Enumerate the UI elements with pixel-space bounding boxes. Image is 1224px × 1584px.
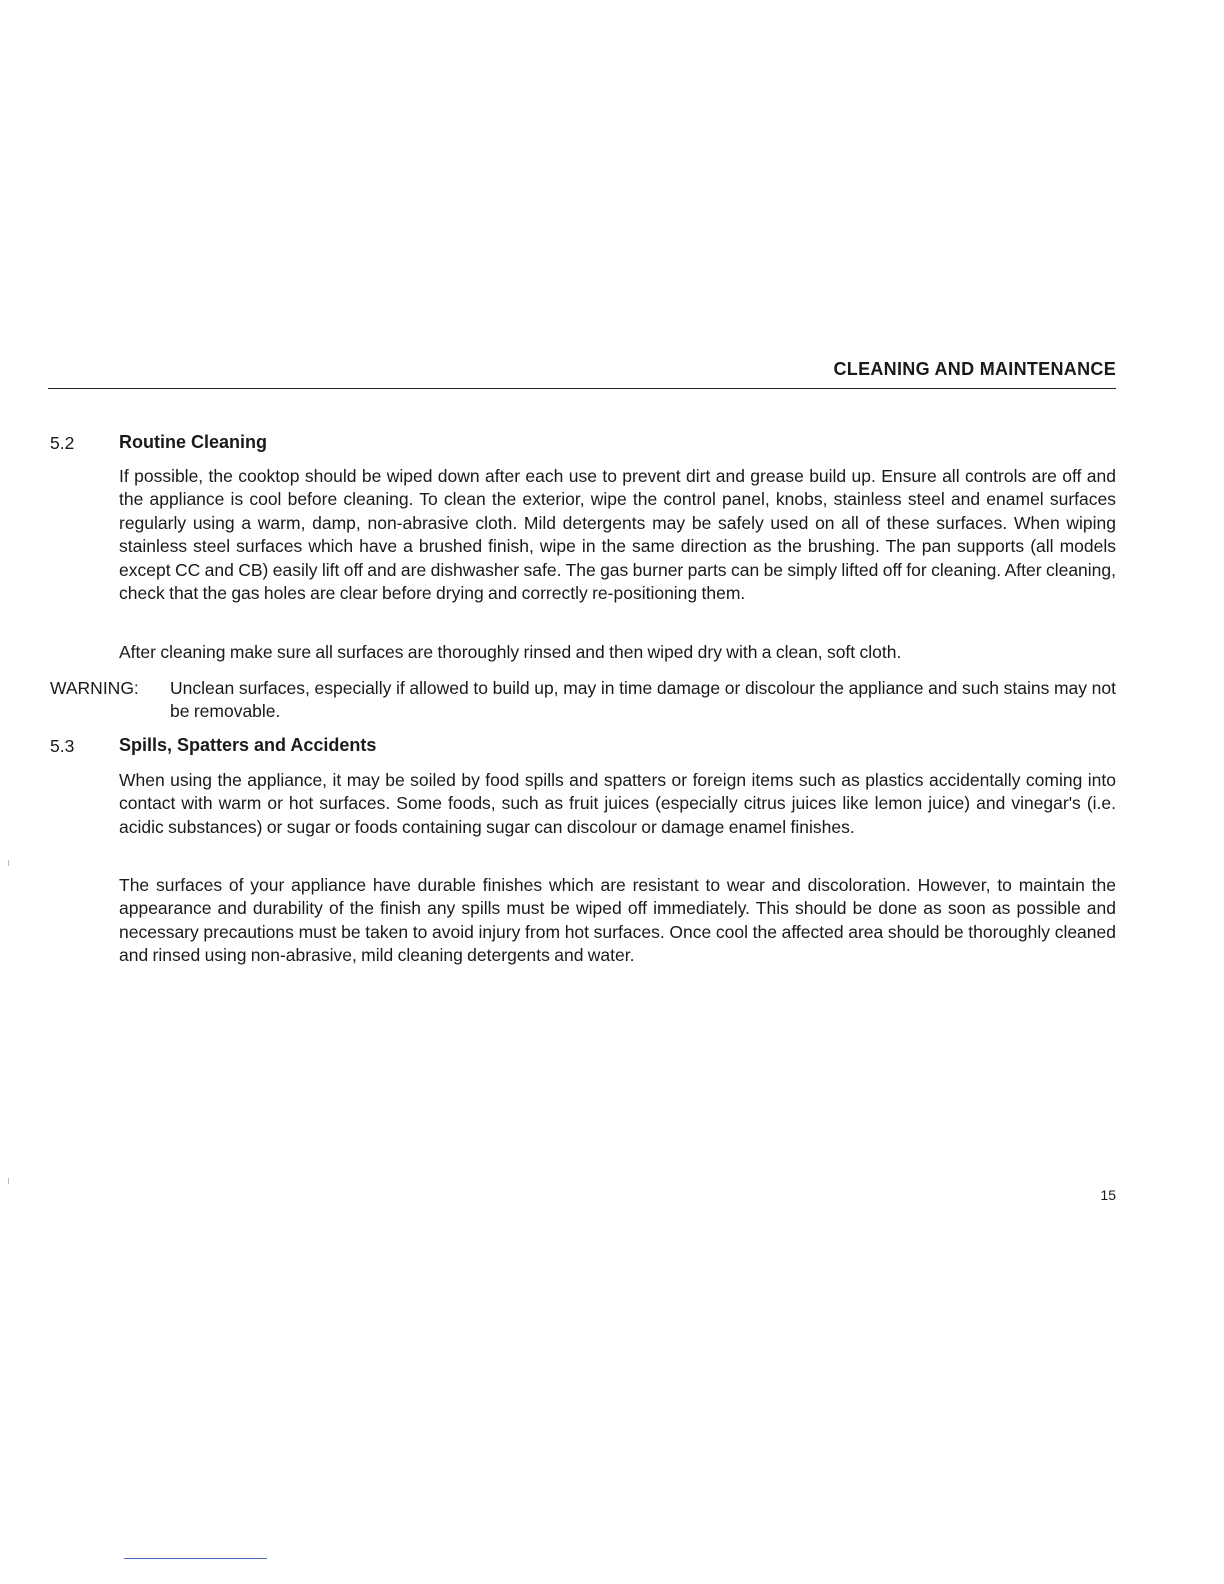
footer-rule [124,1558,267,1559]
routine-cleaning-paragraph-2: After cleaning make sure all surfaces are thoroughly rinsed and then wiped dry with a clean, soft cloth. [119,642,902,662]
spills-paragraph-2: The surfaces of your appliance have durable finishes which are resistant to wear and discoloration. However, to maintain the appearance and durability of the finish any spills must be wiped off immediately. This should be done as soon as possible and necessary precautions must be taken to avoid injury from hot surfaces. Once cool the affected area should be thoroughly cleaned and rinsed using non-abrasive, mild cleaning detergents and water. [119,875,1116,966]
margin-tick [8,860,9,866]
section-title-routine-cleaning: Routine Cleaning [119,432,267,452]
warning-text: Unclean surfaces, especially if allowed to build up, may in time damage or discolour the appliance and such stains may not be removable. [170,678,1116,722]
page-number: 15 [1100,1187,1116,1203]
margin-tick [8,1178,9,1184]
spills-paragraph-1: When using the appliance, it may be soiled by food spills and spatters or foreign items such as plastics accidentally coming into contact with warm or hot surfaces. Some foods, such as fruit juices (especially citrus juices like lemon juice) and vinegar's (i.e. acidic substances) or sugar or foods containing sugar can discolour or damage enamel finishes. [119,770,1116,837]
section-title-spills-spatters: Spills, Spatters and Accidents [119,735,377,755]
section-number-5-3: 5.3 [50,736,75,756]
warning-label: WARNING: [50,678,139,698]
routine-cleaning-paragraph-1: If possible, the cooktop should be wiped down after each use to prevent dirt and grease build up. Ensure all controls are off and the appliance is cool before cleaning. To clean the exterior, wipe the control panel, knobs, stainless steel and enamel surfaces regularly using a warm, damp, non-abrasive cloth. Mild detergents may be safely used on all of these surfaces. When wiping stainless steel surfaces which have a brushed finish, wipe in the same direction as the brushing. The pan supports (all models except CC and CB) easily lift off and are dishwasher safe. The gas burner parts can be simply lifted off for cleaning. After cleaning, check that the gas holes are clear before drying and correctly re-positioning them. [119,466,1116,604]
section-number-5-2: 5.2 [50,433,75,453]
page-header-title: CLEANING AND MAINTENANCE [833,359,1116,379]
header-divider [48,388,1116,389]
